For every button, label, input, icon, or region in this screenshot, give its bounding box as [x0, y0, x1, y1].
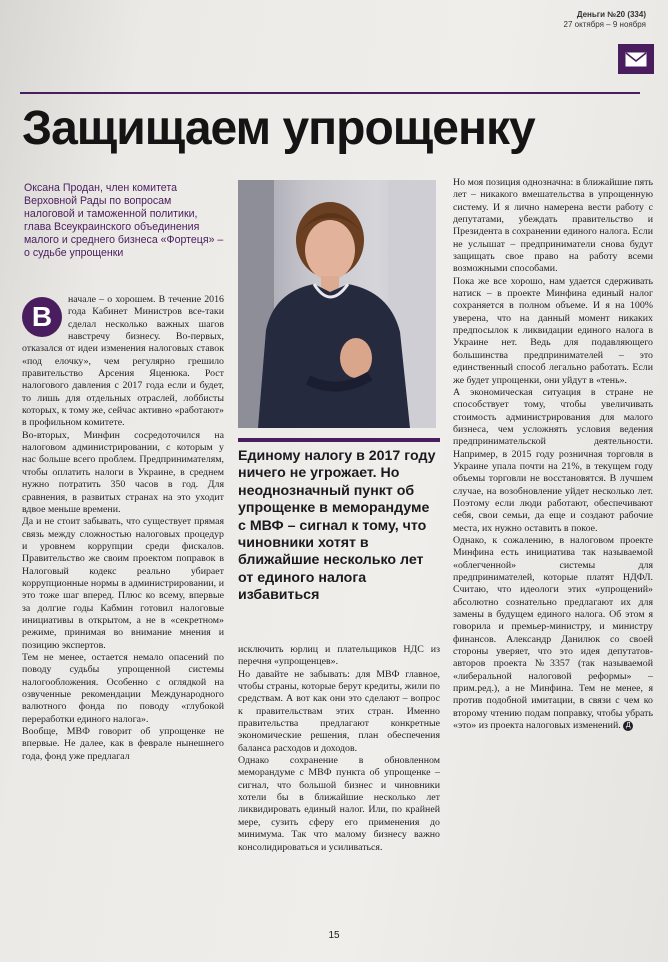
- paragraph: Пока же все хорошо, нам удается сдерживать натиск – в проекте Минфина единый налог сохраняется в полном объеме. И я на 100% уверена, что на данный момент никаких предпосылок к ликвидации единого налога в Украине нет. Ведь для подавляющего большинства предпринимателей – это единственный способ легально работать. Если же будет упрощенки, они уйдут в «тень».: [453, 275, 653, 386]
- paragraph: Во-вторых, Минфин сосредоточился на налоговом администрировании, с которым у нас больше всего проблем. Предпринимателям, чтобы оплатить налоги в Украине, в среднем нужно потратить 350 часов в год. Для сравнения, в развитых странах на это уходит вдвое меньше времени.: [22, 429, 224, 515]
- author-photo: [238, 180, 436, 428]
- paragraph: Да и не стоит забывать, что существует прямая связь между сложностью налоговых процедур и уровнем коррупции среди фискалов. Правительство же своим проектом поправок в Налоговый кодекс реально убирает коррупционные нормы в администрировании, и это тоже шаг вперед. Плюс ко всему, впервые за долгие годы Кабмин готовил налоговые инициативы в открытом, а не в «секретном» режиме, принимая во внимание мнения и позицию экспертов.: [22, 516, 224, 651]
- end-mark: Д: [623, 721, 633, 731]
- paragraph: Тем не менее, остается немало опасений по поводу судьбы упрощенной системы налогообложения. Особенно с оглядкой на озвученные рекомендации Международного валютного фонда по поводу «глубокой переработки единого налога».: [22, 651, 224, 725]
- paragraph: начале – о хорошем. В течение 2016 года Кабинет Министров все-таки сделал несколько важных шагов навстречу бизнесу. Во-первых, отказался от идеи изменения налоговых ставок «под елочку», чем регулярно грешило правительство Арсения Яценюка. Рост налогового давления с 2017 года если и будет, то лишь для отдельных отраслей, лоббисты которых, к тому же, сейчас активно «работают» в профильном комитете.: [22, 294, 224, 429]
- pull-quote: Единому налогу в 2017 году ничего не угрожает. Но неоднозначный пункт об упрощенке в меморандуме с МВФ – сигнал к тому, что чиновники хотят в ближайшие несколько лет от единого налога избавиться: [238, 438, 440, 605]
- issue-header: [564, 10, 646, 30]
- column-1: [22, 294, 224, 763]
- drop-cap: В: [22, 297, 62, 337]
- column-3: [453, 177, 653, 732]
- column-2: [238, 644, 440, 854]
- title-rule: [20, 92, 640, 94]
- paragraph: Но моя позиция однозначна: в ближайшие пять лет – никакого вмешательства в упрощенную систему. И я лично намерена вести работу с депутатами, убеждать правительство и Президента в сохранении единого налога. Если не услышат – предприниматели снова будут защищать свое право на работу всеми возможными способами.: [453, 177, 653, 275]
- paragraph: А экономическая ситуация в стране не способствует тому, чтобы увеличивать стоимость администрирования для малого бизнеса, чем усложнять условия ведения предпринимательской деятельности. Например, в 2015 году розничная торговля в Украине упала почти на 21%, в текущем году объемы торговли не восстановятся. В лучшем случае, на возобновление уйдет несколько лет. Поэтому если люди работают, обеспечивают себя, свои семьи, да еще и создают рабочие места, их нужно оставить в покое.: [453, 386, 653, 534]
- article-lead: Оксана Продан, член комитета Верховной Рады по вопросам налоговой и таможенной политики, глава Всеукраинского объединения малого и среднего бизнеса «Фортеця» – о судьбе упрощенки: [24, 182, 224, 259]
- paragraph: Но давайте не забывать: для МВФ главное, чтобы страны, которые берут кредиты, жили по средствам. А вот как они это сделают – вопрос к правительствам этих стран. Именно правительства предлагают конкретные экономические решения, план обеспечения баланса расходов и доходов.: [238, 668, 440, 754]
- issue-dates: 27 октября – 9 ноября: [563, 20, 646, 29]
- paragraph: Однако сохранение в обновленном меморандуме с МВФ пункта об упрощенке – сигнал, что большой бизнес и чиновники хотели бы в ближайшие несколько лет ликвидировать единый налог. Или, по крайней мере, сузить сферу его применения до минимума. Так что малому бизнесу важно консолидироваться и усиливаться.: [238, 755, 440, 853]
- paragraph: исключить юрлиц и плательщиков НДС из перечня «упрощенцев».: [238, 644, 440, 668]
- paragraph: Вообще, МВФ говорит об упрощенке не впервые. Не далее, как в феврале нынешнего года, фонд уже предлагал: [22, 726, 224, 762]
- envelope-icon: [618, 44, 654, 74]
- issue-number: Деньги №20 (334): [576, 10, 646, 19]
- paragraph-text: Однако, к сожалению, в налоговом проекте Минфина есть инициатива так называемой «облегченной» системы для предпринимателей, которые платят НДФЛ. Считаю, что идеологи этих «упрощений» абсолютно сознательно предлагают их для замены в будущем единого налога. Об этом я говорила и премьер-министру, и министру финансов. Александр Данилюк со своей стороны уверяет, что это идея депутатов-авторов проекта №3357 (так называемой «либеральной налоговой реформы» – прим.ред.), а не Минфина. Тем не менее, я против подобной имитации, в связи с чем ко второму чтению подам поправку, чтобы убрать «это» из проекта налоговых изменений.: [453, 534, 653, 732]
- article-title: Защищаем упрощенку: [22, 102, 535, 155]
- paragraph: [453, 535, 653, 733]
- page-number: 15: [328, 930, 340, 941]
